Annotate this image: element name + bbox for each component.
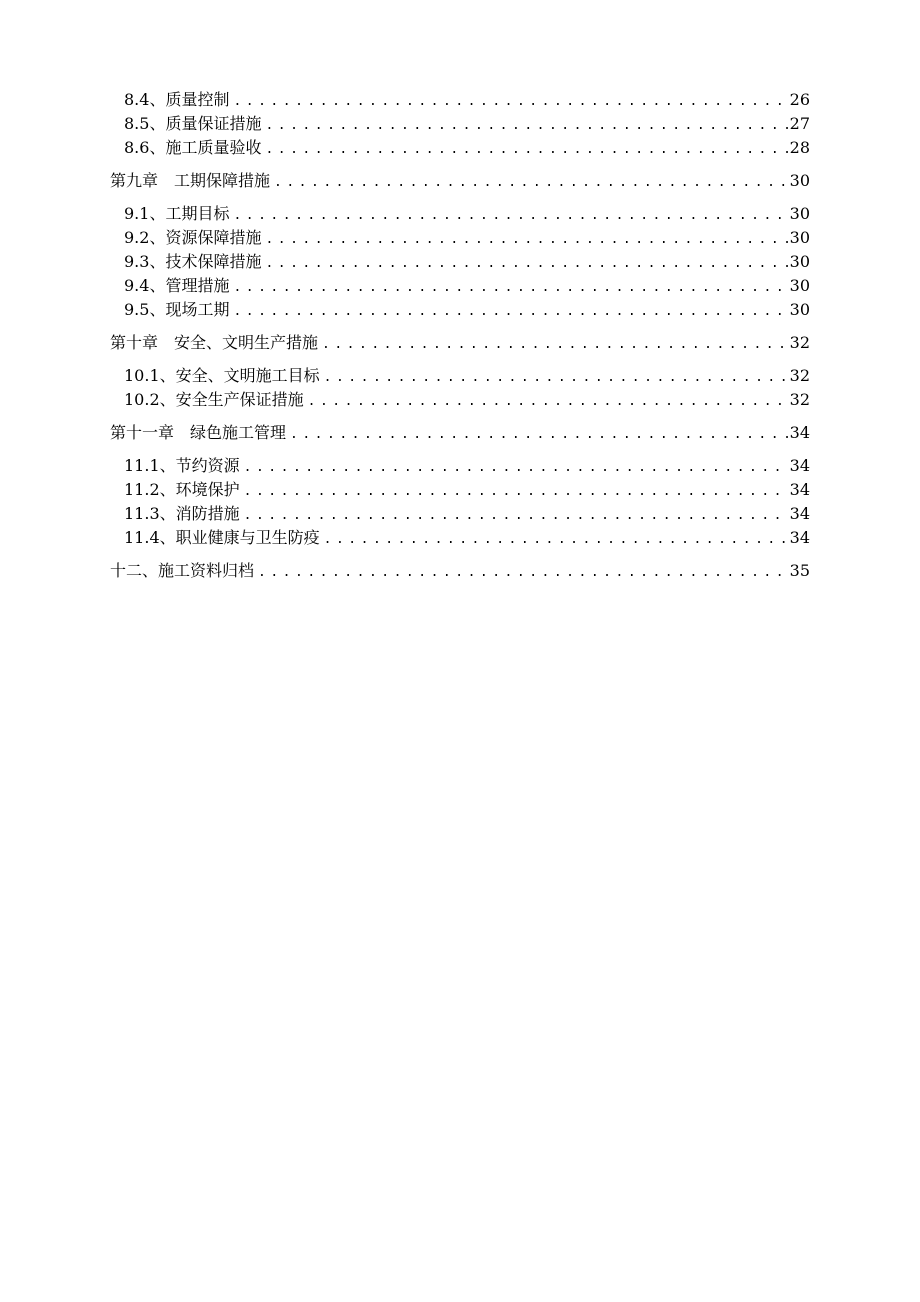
toc-leader-dots [233,204,787,228]
toc-entry-8-5[interactable] [110,112,810,136]
toc-leader-dots [233,276,787,300]
toc-page-number: 26 [789,90,810,109]
toc-entry-chapter-11[interactable] [110,421,810,445]
toc-entry-9-4[interactable] [110,274,810,298]
toc-entry-10-1[interactable] [110,364,810,388]
toc-page-number: 32 [789,333,810,352]
toc-page-number: 34 [789,504,810,523]
toc-leader-dots [244,456,788,480]
toc-page-number: 32 [789,390,810,409]
toc-page-number: 30 [789,204,810,223]
toc-entry-chapter-12[interactable] [110,559,810,583]
toc-entry-11-3[interactable] [110,502,810,526]
toc-page-number: 28 [789,138,810,157]
toc-page-number: 34 [789,423,810,442]
toc-entry-9-1[interactable] [110,202,810,226]
toc-entry-9-5[interactable] [110,298,810,322]
toc-entry-title: 9.4、管理措施 [124,276,230,295]
toc-entry-11-1[interactable] [110,454,810,478]
toc-entry-title: 8.6、施工质量验收 [124,138,262,157]
toc-entry-title: 10.2、安全生产保证措施 [124,390,304,409]
toc-page-number: 30 [789,171,810,190]
toc-entry-title: 十二、施工资料归档 [110,561,255,580]
toc-page-number: 34 [789,456,810,475]
toc-page-number: 34 [789,480,810,499]
toc-entry-title: 11.2、环境保护 [124,480,240,499]
toc-entry-title: 9.2、资源保障措施 [124,228,262,247]
toc-leader-dots [322,333,788,357]
toc-leader-dots [265,252,787,276]
toc-entry-title: 9.1、工期目标 [124,204,230,223]
toc-entry-8-4[interactable] [110,88,810,112]
toc-entry-title: 11.3、消防措施 [124,504,240,523]
toc-page-number: 27 [789,114,810,133]
toc-entry-8-6[interactable] [110,136,810,160]
toc-leader-dots [233,90,787,114]
toc-page-number: 35 [789,561,810,580]
toc-leader-dots [290,423,788,447]
toc-leader-dots [265,138,787,162]
toc-entry-title: 11.1、节约资源 [124,456,240,475]
toc-leader-dots [324,366,788,390]
toc-leader-dots [244,504,788,528]
toc-entry-title: 第十一章 绿色施工管理 [110,423,287,442]
toc-entry-title: 9.5、现场工期 [124,300,230,319]
toc-entry-title: 8.4、质量控制 [124,90,230,109]
toc-leader-dots [308,390,788,414]
toc-page-number: 30 [789,252,810,271]
toc-leader-dots [258,561,788,585]
toc-entry-chapter-9[interactable] [110,169,810,193]
toc-leader-dots [265,114,787,138]
toc-leader-dots [233,300,787,324]
toc-page-number: 30 [789,228,810,247]
toc-entry-11-4[interactable] [110,526,810,550]
toc-entry-title: 9.3、技术保障措施 [124,252,262,271]
toc-entry-title: 10.1、安全、文明施工目标 [124,366,320,385]
toc-entry-title: 8.5、质量保证措施 [124,114,262,133]
toc-entry-9-2[interactable] [110,226,810,250]
toc-entry-10-2[interactable] [110,388,810,412]
toc-entry-title: 11.4、职业健康与卫生防疫 [124,528,320,547]
toc-page-number: 32 [789,366,810,385]
table-of-contents [110,88,810,583]
toc-leader-dots [324,528,788,552]
toc-entry-chapter-10[interactable] [110,331,810,355]
toc-entry-11-2[interactable] [110,478,810,502]
toc-entry-title: 第十章 安全、文明生产措施 [110,333,319,352]
toc-page-number: 30 [789,300,810,319]
toc-leader-dots [244,480,788,504]
toc-entry-9-3[interactable] [110,250,810,274]
toc-leader-dots [265,228,787,252]
toc-leader-dots [274,171,788,195]
toc-entry-title: 第九章 工期保障措施 [110,171,271,190]
toc-page-number: 30 [789,276,810,295]
toc-page-number: 34 [789,528,810,547]
